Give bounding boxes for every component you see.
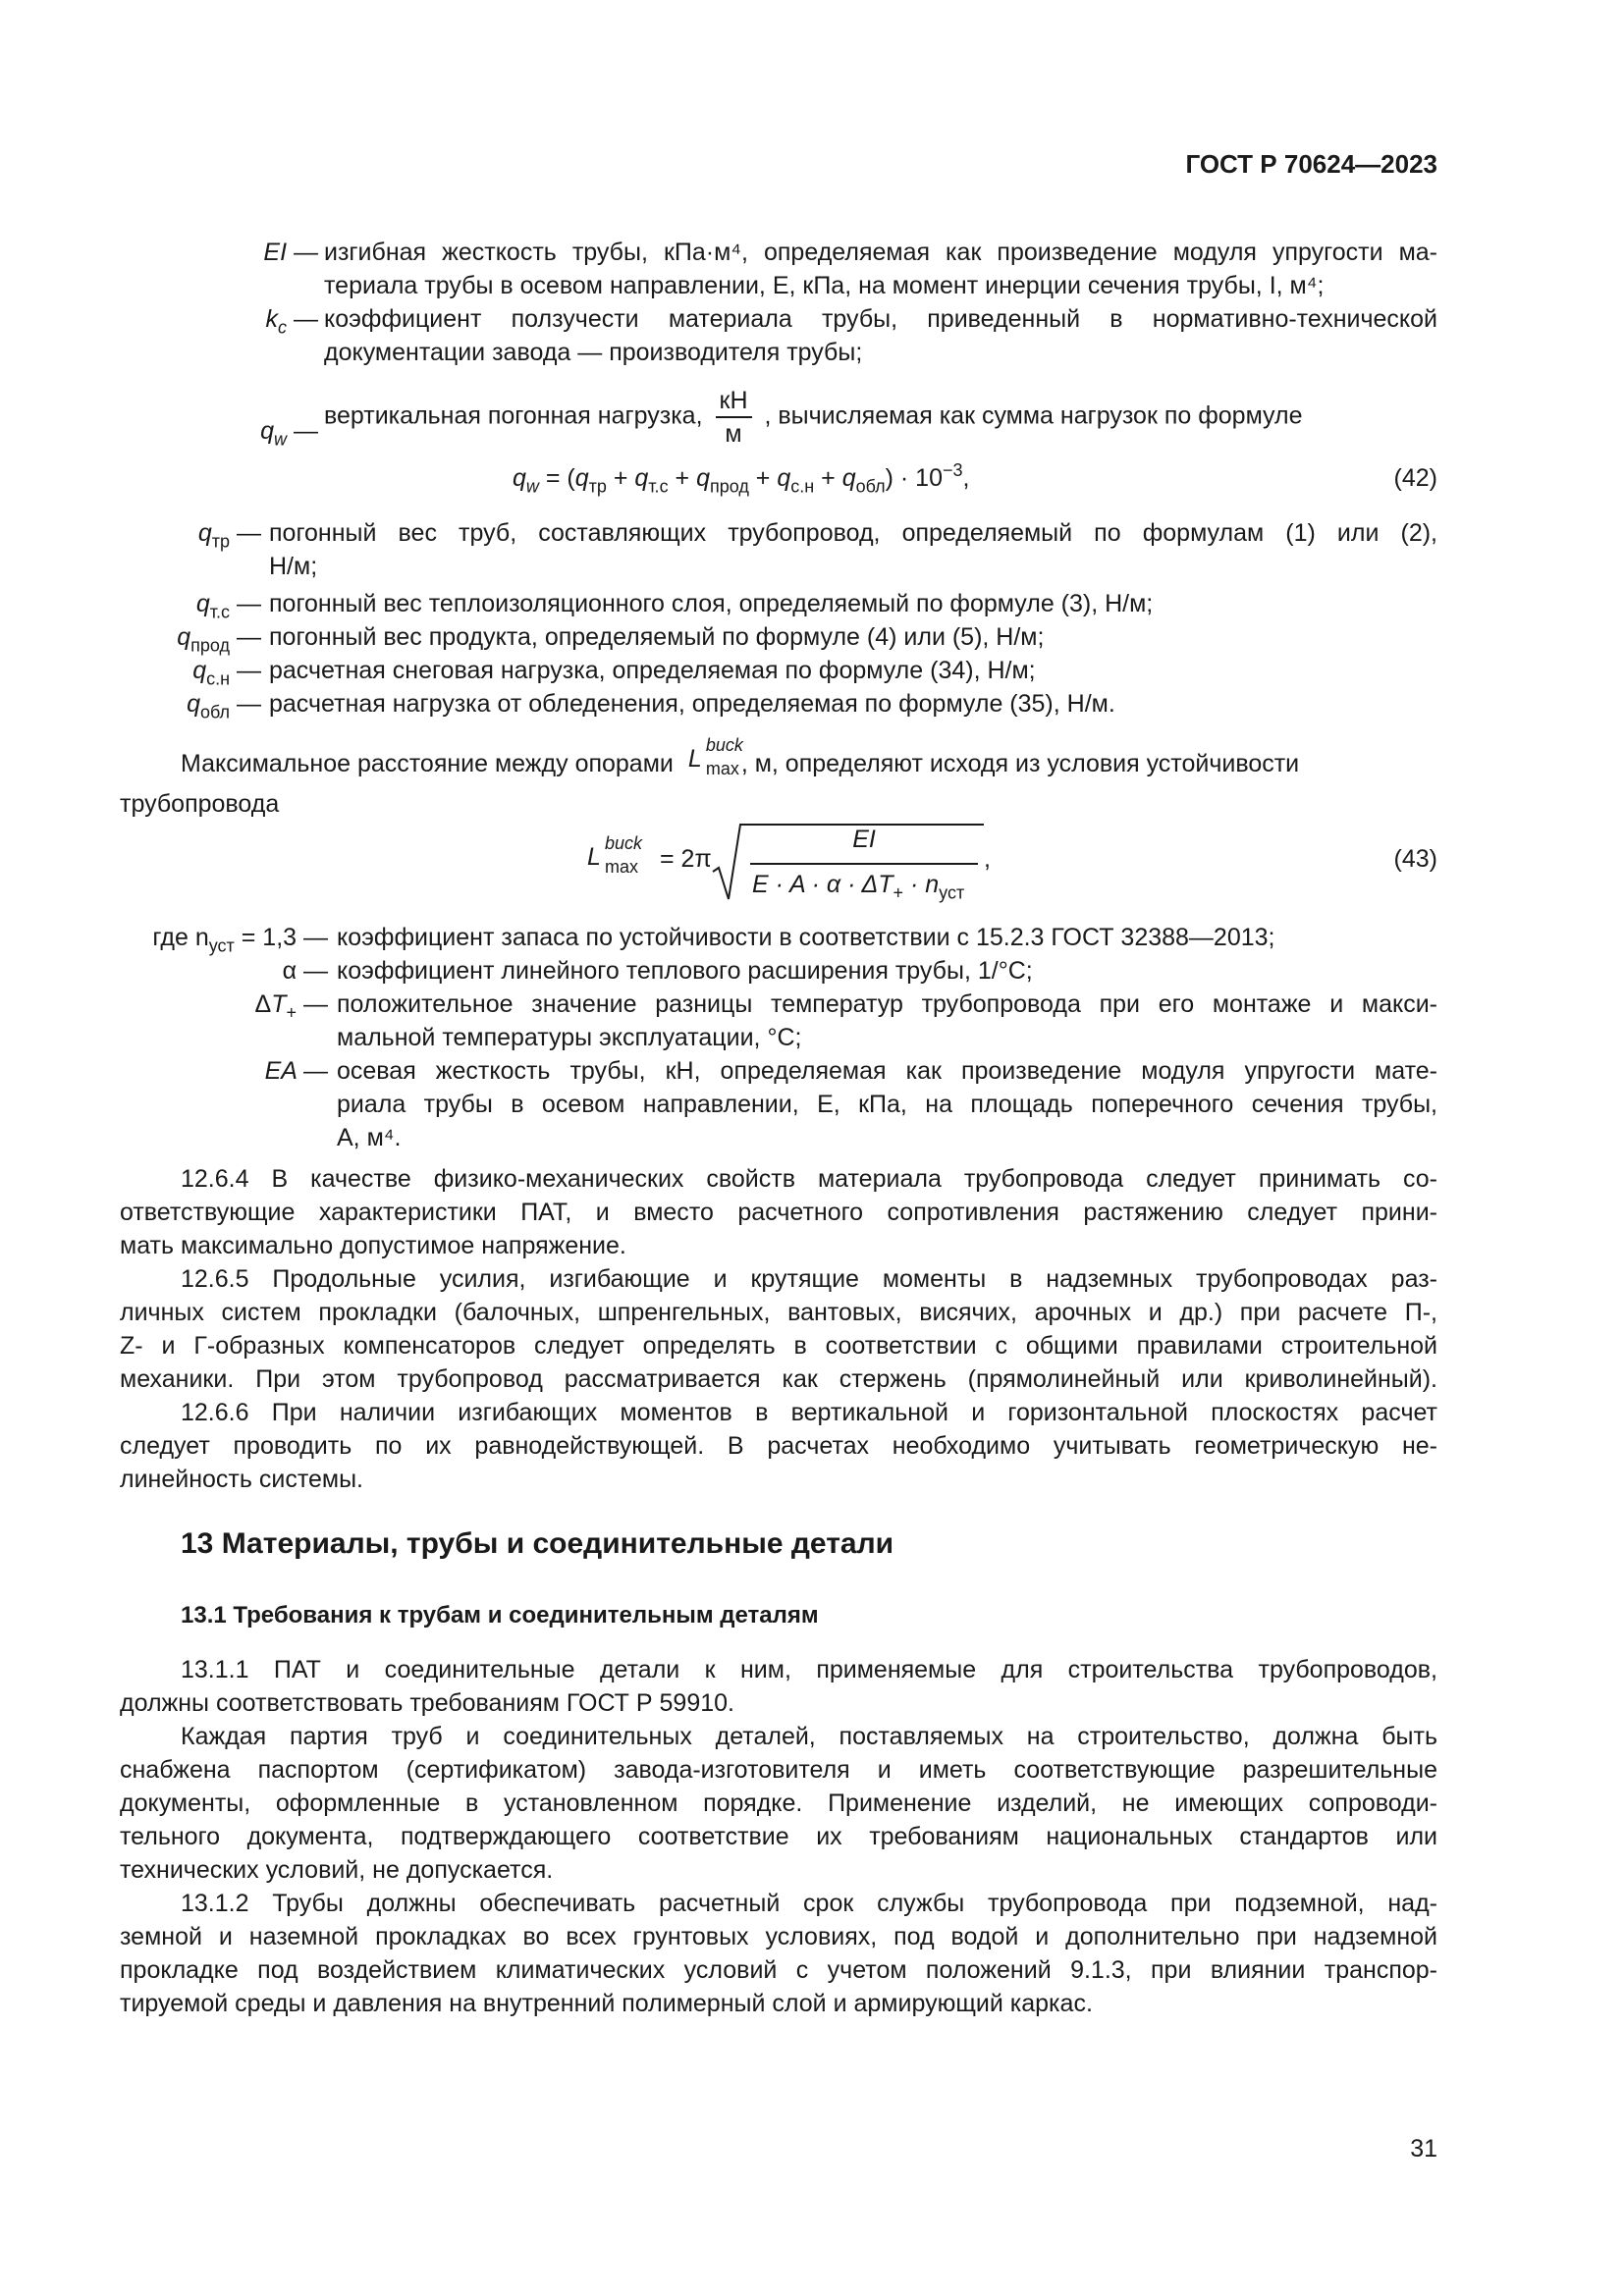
unit-fraction bbox=[716, 385, 752, 450]
paragraph-13-1-2: 13.1.2 Трубы должны обеспечивать расчетный срок службы трубопровода при подземной, над- земной и наземной прокладках во всех грунтовых условиях, под водой и дополнительно при надземной прокладке под воздействием климатических условий с учетом положений 9.1.3, при влиянии транспор- тируемой среды и давления на внутренний полимерный слой и армирующий каркас. bbox=[120, 1890, 1437, 2017]
def-term: α — bbox=[282, 957, 328, 985]
def-term: $q_{прод}$ — bbox=[177, 623, 261, 656]
def-line: коэффициент запаса по устойчивости в соответствии с 15.2.3 ГОСТ 32388—2013; bbox=[337, 924, 1275, 951]
def-term: $q_{обл}$ — bbox=[187, 690, 261, 722]
def-term: $q_{с.н}$ — bbox=[192, 657, 261, 689]
paragraph-13-1-1: 13.1.1 ПАТ и соединительные детали к ним, применяемые для строительства трубопроводов, должны соответствовать требованиям ГОСТ Р 59910. bbox=[120, 1656, 1437, 1717]
sqrt-denominator: $E \cdot A \cdot \alpha \cdot \Delta T_+ \cdot n_{уст}$ bbox=[752, 871, 965, 903]
equation-43: L buck max = 2π EI $E \cdot A \cdot \alpha \cdot \Delta T_+ \cdot n_{уст}$ , bbox=[587, 821, 1000, 903]
def-line: положительное значение разницы температур трубопровода при его монтаже и макси- bbox=[337, 990, 1437, 1018]
equation-number: (42) bbox=[1393, 464, 1437, 492]
lmax-paragraph: Максимальное расстояние между опорами L buck max , м, определяют исходя из условия устойчивости bbox=[181, 735, 1300, 778]
paragraph-batch: Каждая партия труб и соединительных деталей, поставляемых на строительство, должна быть снабжена паспортом (сертификатом) завода-изготовителя и иметь соответствующие разрешительные документы, оформленные в установленном порядке. Применение изделий, не имеющих сопроводи- тельного документа, подтверждающего соответствие их требованиям национальных стандартов или технических условий, не допускается. bbox=[120, 1723, 1437, 1884]
def-text: , вычисляемая как сумма нагрузок по формуле bbox=[764, 401, 1303, 430]
fraction-numerator: кН bbox=[716, 385, 752, 418]
lmax-paragraph-cont: трубопровода bbox=[120, 790, 280, 818]
def-line: изгибная жесткость трубы, кПа·м⁴, определяемая как произведение модуля упругости ма- bbox=[324, 239, 1437, 266]
def-line: Н/м; bbox=[269, 553, 318, 580]
def-text: вертикальная погонная нагрузка, bbox=[324, 401, 703, 430]
def-line: териала трубы в осевом направлении, E, кПа, на момент инерции сечения трубы, I, м⁴; bbox=[324, 272, 1325, 299]
def-line: документации завода — производителя трубы; bbox=[324, 339, 863, 366]
def-term: $k_c$ — bbox=[265, 305, 318, 338]
paragraph-12-6-4: 12.6.4 В качестве физико-механических свойств материала трубопровода следует принимать со- ответствующие характеристики ПАТ, и вместо расчетного сопротивления растяжению следует прини- мать максимально допустимое напряжение. bbox=[120, 1165, 1437, 1259]
equation-number: (43) bbox=[1393, 845, 1437, 873]
def-line: погонный вес продукта, определяемый по формуле (4) или (5), Н/м; bbox=[269, 623, 1045, 651]
def-line: осевая жесткость трубы, кН, определяемая как произведение модуля упругости мате- bbox=[337, 1057, 1437, 1085]
def-line: A, м⁴. bbox=[337, 1124, 402, 1151]
def-term: $q_{тр}$ — bbox=[197, 519, 261, 552]
def-line: риала трубы в осевом направлении, E, кПа, на площадь поперечного сечения трубы, bbox=[337, 1091, 1437, 1118]
subsection-heading: 13.1 Требования к трубам и соединительным деталям bbox=[181, 1602, 819, 1629]
def-line: расчетная нагрузка от обледенения, определяемая по формуле (35), Н/м. bbox=[269, 690, 1115, 718]
equation-42: $q_w = (q_{тр} + q_{т.с} + q_{прод} + q_{с.н} + q_{обл}) \cdot 10^{-3}$, bbox=[513, 460, 970, 497]
def-line: коэффициент ползучести материала трубы, приведенный в нормативно-технической bbox=[324, 305, 1437, 333]
def-line: погонный вес теплоизоляционного слоя, определяемый по формуле (3), Н/м; bbox=[269, 590, 1154, 617]
sqrt-numerator: EI bbox=[852, 826, 876, 853]
fraction-denominator: м bbox=[725, 420, 742, 448]
lmax-symbol: L buck max bbox=[687, 735, 743, 778]
def-term: $q_{т.с}$ — bbox=[195, 590, 261, 622]
page-number: 31 bbox=[1410, 2135, 1437, 2163]
def-line: мальной температуры эксплуатации, °C; bbox=[337, 1024, 802, 1051]
def-term: EI — bbox=[263, 239, 318, 266]
def-line: расчетная снеговая нагрузка, определяемая по формуле (34), Н/м; bbox=[269, 657, 1036, 684]
def-line: коэффициент линейного теплового расширения трубы, 1/°C; bbox=[337, 957, 1033, 985]
paragraph-12-6-6: 12.6.6 При наличии изгибающих моментов в вертикальной и горизонтальной плоскостях расчет следует проводить по их равнодействующей. В расчетах необходимо учитывать геометрическую не- линейность системы. bbox=[120, 1399, 1437, 1493]
section-heading: 13 Материалы, трубы и соединительные детали bbox=[181, 1527, 894, 1560]
def-term: где $n_{уст} = 1,3$ — bbox=[152, 924, 328, 956]
def-term: $\Delta T_+$ — bbox=[254, 990, 328, 1023]
paragraph-12-6-5: 12.6.5 Продольные усилия, изгибающие и крутящие моменты в надземных трубопроводах раз- личных систем прокладки (балочных, шпренгельных, вантовых, висячих, арочных и др.) при расчете П-, Z- и Г-образных компенсаторов следует определять в соответствии с общими правилами строительной механики. При этом трубопровод рассматривается как стержень (прямолинейный или криволинейный). bbox=[120, 1265, 1437, 1393]
document-code: ГОСТ Р 70624—2023 bbox=[1185, 149, 1437, 179]
def-term: EA — bbox=[264, 1057, 328, 1085]
def-term: $q_w$ — bbox=[260, 417, 318, 450]
def-line: погонный вес труб, составляющих трубопровод, определяемый по формулам (1) или (2), bbox=[269, 519, 1437, 547]
